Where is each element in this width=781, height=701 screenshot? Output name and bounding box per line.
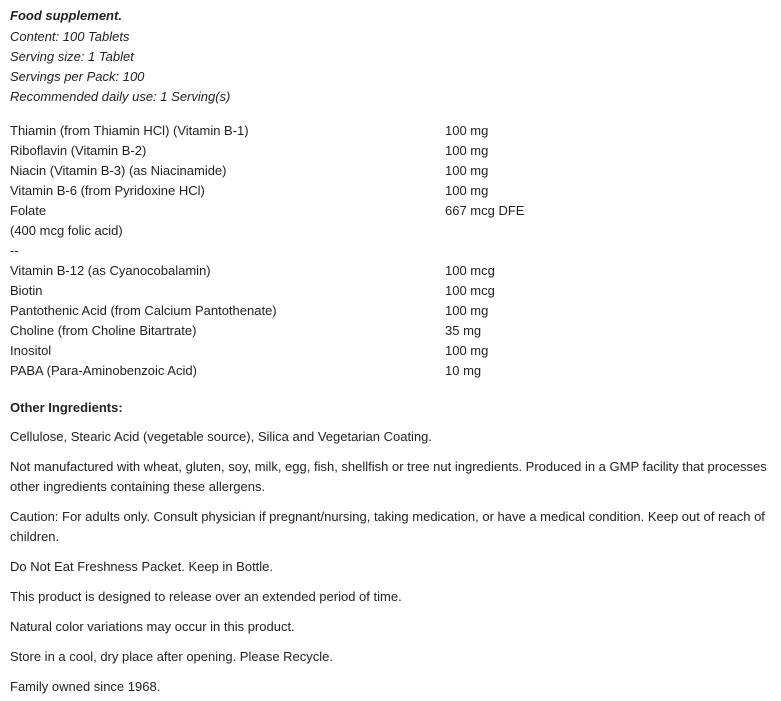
- nutrient-name: Pantothenic Acid (from Calcium Pantothenate): [10, 303, 277, 318]
- nutrient-name: Thiamin (from Thiamin HCl) (Vitamin B-1): [10, 123, 249, 138]
- nutrient-amount: [445, 241, 630, 261]
- nutrient-name: PABA (Para-Aminobenzoic Acid): [10, 363, 197, 378]
- table-row: [10, 121, 630, 141]
- table-row: [10, 141, 630, 161]
- freshness-packet-notice: Do Not Eat Freshness Packet. Keep in Bottle.: [10, 559, 274, 574]
- nutrient-amount: 100 mg: [445, 303, 489, 318]
- nutrient-amount: 100 mg: [445, 143, 489, 158]
- table-row: [10, 301, 630, 321]
- other-ingredients-heading: Other Ingredients:: [10, 400, 123, 415]
- nutrient-amount: 100 mg: [445, 123, 489, 138]
- nutrient-amount: 667 mcg DFE: [445, 203, 525, 218]
- nutrient-name: Choline (from Choline Bitartrate): [10, 323, 197, 338]
- nutrient-amount: 100 mg: [445, 343, 489, 358]
- nutrient-amount: 100 mg: [445, 163, 489, 178]
- label-serving-size-line: Serving size: 1 Tablet: [10, 49, 134, 64]
- family-owned-notice: Family owned since 1968.: [10, 679, 161, 694]
- storage-notice: Store in a cool, dry place after opening. Please Recycle.: [10, 649, 334, 664]
- other-ingredients-text: Cellulose, Stearic Acid (vegetable source), Silica and Vegetarian Coating.: [10, 429, 433, 444]
- caution-notice: Caution: For adults only. Consult physician if pregnant/nursing, taking medication, or have a medical condition. Keep out of reach of children.: [10, 509, 765, 544]
- nutrient-facts-table: [10, 121, 630, 381]
- nutrient-name: Biotin: [10, 283, 43, 298]
- table-row: [10, 261, 630, 281]
- color-variation-notice: Natural color variations may occur in this product.: [10, 619, 295, 634]
- nutrient-amount: 100 mg: [445, 183, 489, 198]
- label-servings-per-pack-line: Servings per Pack: 100: [10, 69, 145, 84]
- table-row: [10, 321, 630, 341]
- table-row: [10, 281, 630, 301]
- nutrient-name: Inositol: [10, 343, 52, 358]
- label-content-line: Content: 100 Tablets: [10, 29, 130, 44]
- nutrient-name: Vitamin B-12 (as Cyanocobalamin): [10, 263, 211, 278]
- nutrient-amount: [445, 221, 630, 241]
- nutrient-name: Vitamin B-6 (from Pyridoxine HCl): [10, 183, 205, 198]
- table-row: [10, 241, 630, 261]
- allergen-notice: Not manufactured with wheat, gluten, soy, milk, egg, fish, shellfish or tree nut ingredients. Produced in a GMP facility that processes other ingredients containing these allergens.: [10, 459, 767, 494]
- table-row: [10, 341, 630, 361]
- extended-release-notice: This product is designed to release over an extended period of time.: [10, 589, 402, 604]
- nutrient-name: Folate: [10, 203, 47, 218]
- nutrient-amount: 100 mcg: [445, 263, 495, 278]
- nutrient-amount: 35 mg: [445, 323, 482, 338]
- table-row: [10, 361, 630, 381]
- table-row: [10, 221, 630, 241]
- nutrient-amount: 10 mg: [445, 363, 482, 378]
- label-daily-use-line: Recommended daily use: 1 Serving(s): [10, 89, 231, 104]
- nutrient-amount: 100 mcg: [445, 283, 495, 298]
- nutrient-separator: --: [10, 243, 19, 258]
- nutrient-name: Riboflavin (Vitamin B-2): [10, 143, 147, 158]
- nutrient-name-sub: (400 mcg folic acid): [10, 223, 123, 238]
- table-row: [10, 181, 630, 201]
- table-row: [10, 201, 630, 221]
- page-title: Food supplement.: [10, 8, 122, 23]
- table-row: [10, 161, 630, 181]
- nutrient-name: Niacin (Vitamin B-3) (as Niacinamide): [10, 163, 227, 178]
